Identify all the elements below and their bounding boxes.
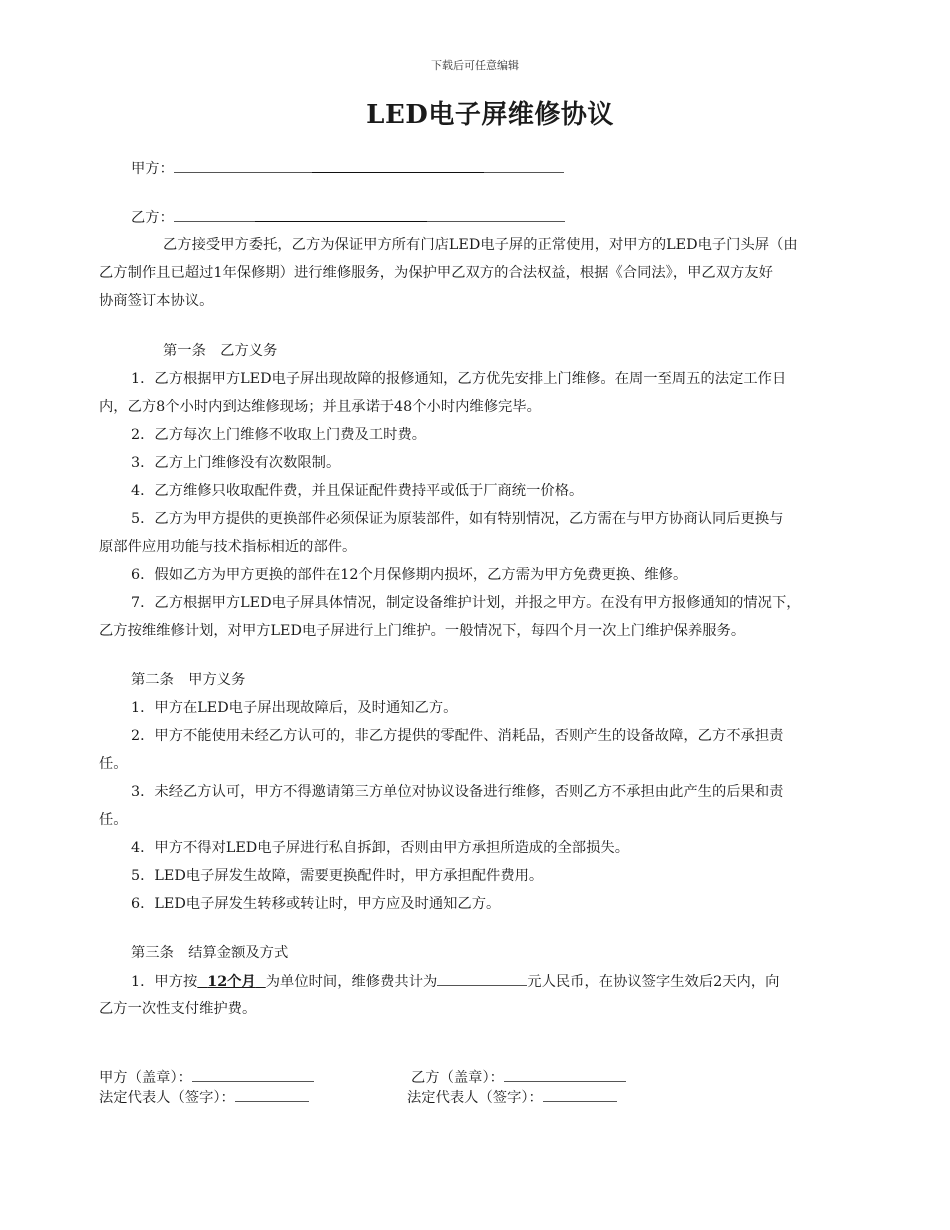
article1-item-7: 7．乙方根据甲方LED电子屏具体情况，制定设备维护计划，并报之甲方。在没有甲方报修通知的情况下， [131, 595, 801, 611]
party-a-blank-2[interactable] [312, 158, 484, 173]
article3-item-1-cont: 乙方一次性支付维护费。 [99, 1001, 257, 1017]
article1-item-5-cont: 原部件应用功能与技术指标相近的部件。 [99, 539, 357, 555]
article2-item-3-cont: 任。 [99, 812, 128, 828]
article1-item-5: 5．乙方为甲方提供的更换部件必须保证为原装部件，如有特别情况，乙方需在与甲方协商认同后更换与 [131, 511, 784, 527]
party-b-rep-blank[interactable] [543, 1087, 617, 1102]
article1-heading: 第一条 乙方义务 [163, 343, 278, 359]
header-note: 下载后可任意编辑 [431, 59, 519, 72]
party-a-seal-label: 甲方（盖章）： [99, 1070, 192, 1086]
article1-item-6: 6．假如乙方为甲方更换的部件在12个月保修期内损坏，乙方需为甲方免费更换、维修。 [131, 567, 688, 583]
party-a-seal-blank[interactable] [192, 1067, 314, 1082]
article2-item-5: 5．LED电子屏发生故障，需要更换配件时，甲方承担配件费用。 [131, 868, 544, 884]
party-b-seal-blank[interactable] [504, 1067, 626, 1082]
article2-item-3: 3．未经乙方认可，甲方不得邀请第三方单位对协议设备进行维修，否则乙方不承担由此产生的后果和责 [131, 784, 784, 800]
party-a-seal-line [99, 1067, 314, 1088]
party-a-rep-line [99, 1087, 309, 1108]
party-b-seal-label: 乙方（盖章）： [411, 1070, 504, 1086]
party-a-blank-1[interactable] [174, 158, 312, 173]
intro-line-2: 乙方制作且已超过1年保修期）进行维修服务，为保护甲乙双方的合法权益，根据《合同法》，甲乙双方友好 [99, 265, 773, 281]
party-a-rep-label: 法定代表人（签字）： [99, 1090, 235, 1106]
intro-line-3: 协商签订本协议。 [99, 293, 214, 309]
party-b-blank-2[interactable] [255, 207, 427, 222]
party-b-seal-line [411, 1067, 626, 1088]
article1-item-1-cont: 内，乙方8个小时内到达维修现场；并且承诺于48个小时内维修完毕。 [99, 399, 541, 415]
intro-line-1: 乙方接受甲方委托，乙方为保证甲方所有门店LED电子屏的正常使用，对甲方的LED电子门头屏（由 [163, 237, 798, 253]
party-b-line [131, 207, 565, 228]
article3-item-1-suffix: 元人民币，在协议签字生效后2天内，向 [527, 974, 780, 990]
article3-item-1-middle: 为单位时间，维修费共计为 [265, 974, 438, 990]
article2-item-1: 1．甲方在LED电子屏出现故障后，及时通知乙方。 [131, 700, 458, 716]
payment-period[interactable] [197, 974, 265, 990]
article2-item-2-cont: 任。 [99, 756, 128, 772]
article1-item-3: 3．乙方上门维修没有次数限制。 [131, 455, 341, 471]
party-b-rep-line [407, 1087, 617, 1108]
party-b-rep-label: 法定代表人（签字）： [407, 1090, 543, 1106]
article1-item-1: 1．乙方根据甲方LED电子屏出现故障的报修通知，乙方优先安排上门维修。在周一至周五的法定工作日 [131, 371, 787, 387]
party-b-blank-1[interactable] [174, 207, 255, 222]
article2-item-6: 6．LED电子屏发生转移或转让时，甲方应及时通知乙方。 [131, 896, 501, 912]
fee-amount-blank[interactable] [437, 971, 527, 986]
article2-item-4: 4．甲方不得对LED电子屏进行私自拆卸，否则由甲方承担所造成的全部损失。 [131, 840, 629, 856]
party-b-blank-3[interactable] [427, 207, 565, 222]
article3-item-1-prefix: 1．甲方按 [131, 974, 198, 990]
article3-heading: 第三条 结算金额及方式 [131, 945, 289, 961]
article3-item-1 [131, 971, 779, 992]
party-b-label: 乙方： [131, 210, 174, 226]
party-a-label: 甲方： [131, 161, 174, 177]
document-title: LED电子屏维修协议 [366, 100, 614, 130]
article2-item-2: 2．甲方不能使用未经乙方认可的，非乙方提供的零配件、消耗品，否则产生的设备故障，乙方不承担责 [131, 728, 784, 744]
article1-item-4: 4．乙方维修只收取配件费，并且保证配件费持平或低于厂商统一价格。 [131, 483, 584, 499]
article1-item-2: 2．乙方每次上门维修不收取上门费及工时费。 [131, 427, 427, 443]
article2-heading: 第二条 甲方义务 [131, 672, 246, 688]
party-a-rep-blank[interactable] [235, 1087, 309, 1102]
payment-period-value: 12个月 [207, 974, 256, 990]
party-a-line [131, 158, 564, 179]
article1-item-7-cont: 乙方按维维修计划，对甲方LED电子屏进行上门维护。一般情况下，每四个月一次上门维护保养服务。 [99, 623, 746, 639]
party-a-blank-3[interactable] [484, 158, 564, 173]
